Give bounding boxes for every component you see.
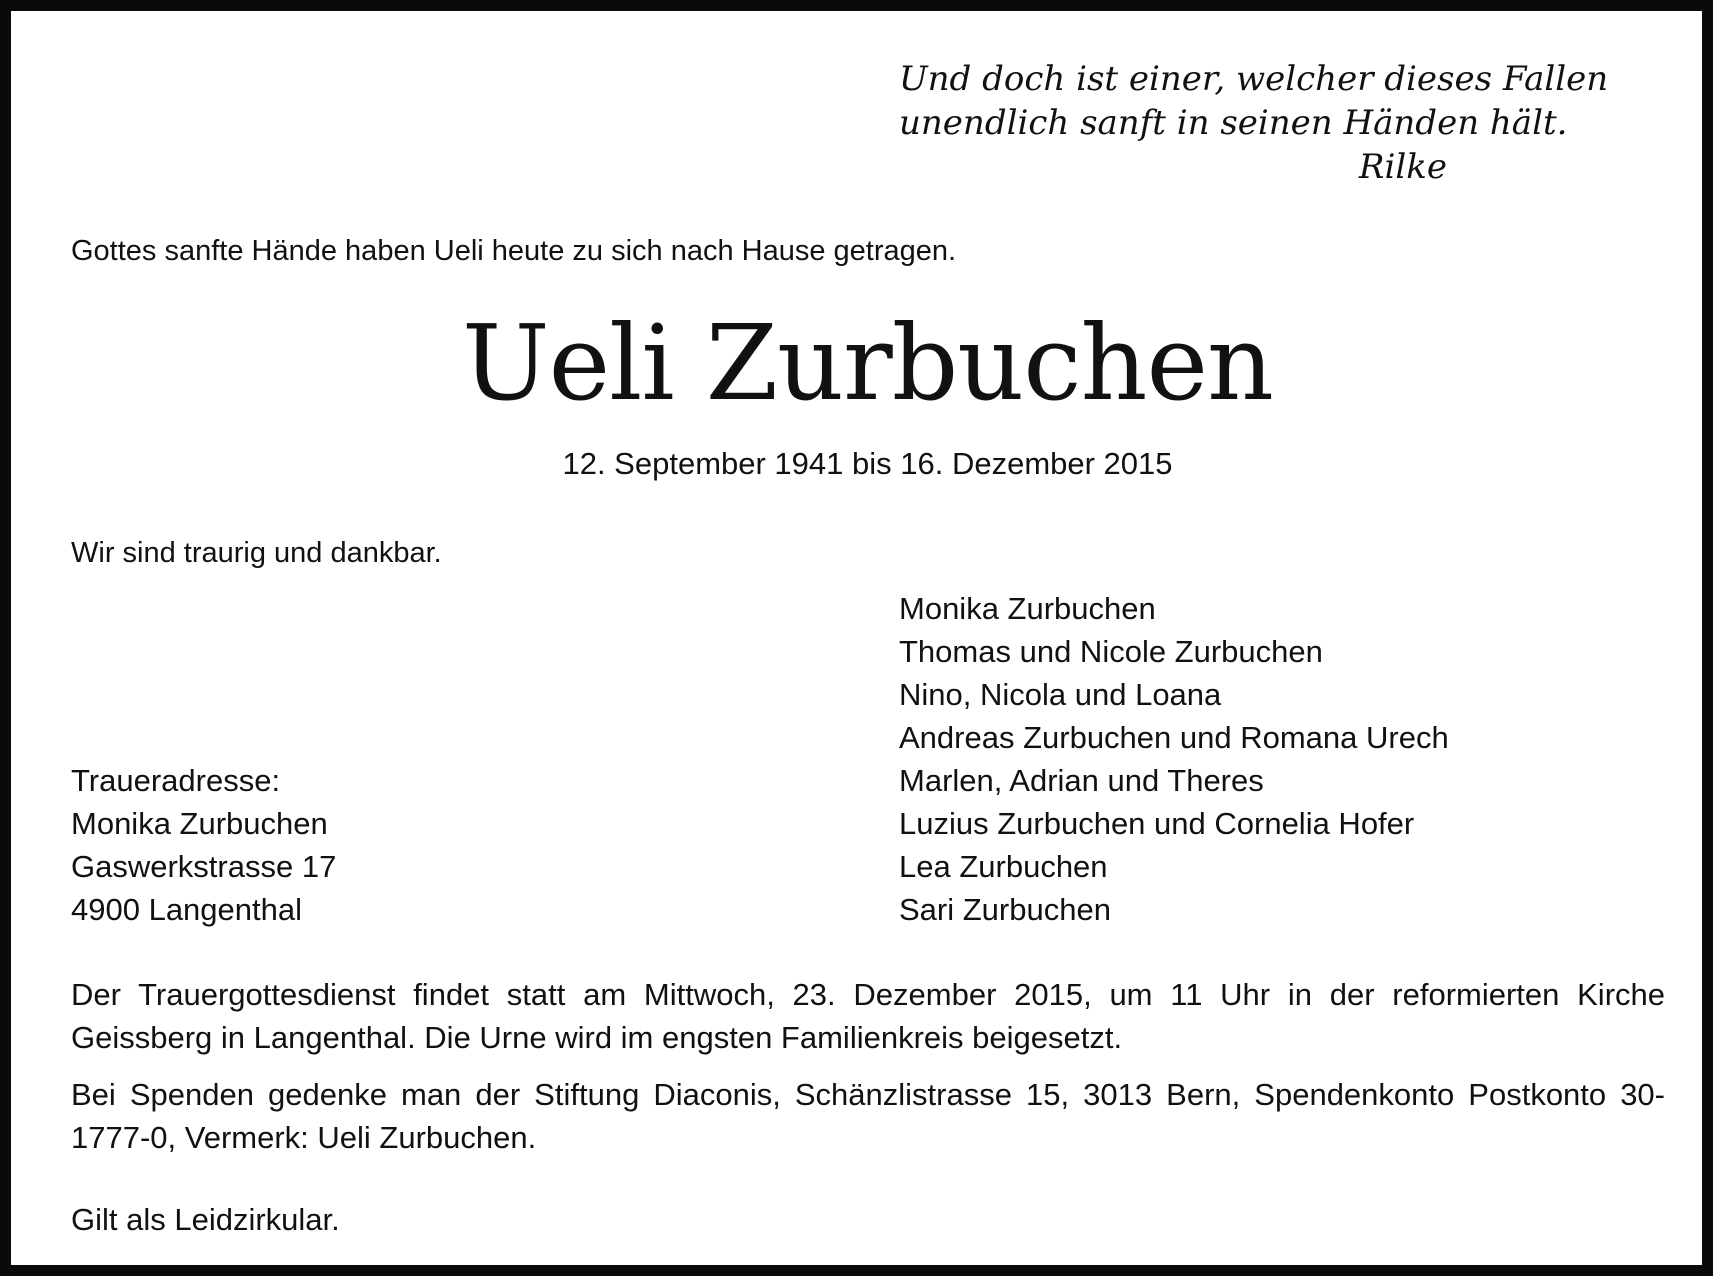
rilke-quote xyxy=(899,57,1609,189)
mourner-item: Nino, Nicola und Loana xyxy=(899,677,1222,712)
address-label: Traueradresse: xyxy=(71,763,281,798)
mourner-item: Sari Zurbuchen xyxy=(899,892,1111,927)
mourner-item: Andreas Zurbuchen und Romana Urech xyxy=(899,720,1449,755)
mourning-address xyxy=(71,759,336,931)
mourners-list xyxy=(899,587,1449,931)
funeral-service-text: Der Trauergottesdienst findet statt am Mittwoch, 23. Dezember 2015, um 11 Uhr in der reformierten Kirche Geissberg in Langenthal. Die Urne wird im engsten Familienkreis beigesetzt. xyxy=(71,977,1665,1055)
circular-note: Gilt als Leidzirkular. xyxy=(71,1202,340,1237)
mourner-item: Lea Zurbuchen xyxy=(899,849,1108,884)
quote-line-2: unendlich sanft in seinen Händen hält. xyxy=(899,103,1568,143)
sentiment-text: Wir sind traurig und dankbar. xyxy=(71,537,442,569)
quote-author: Rilke xyxy=(1358,147,1447,187)
address-street: Gaswerkstrasse 17 xyxy=(71,849,337,884)
mourner-item: Marlen, Adrian und Theres xyxy=(899,763,1264,798)
intro-text: Gottes sanfte Hände haben Ueli heute zu sich nach Hause getragen. xyxy=(71,235,957,267)
address-name: Monika Zurbuchen xyxy=(71,806,328,841)
life-dates: 12. September 1941 bis 16. Dezember 2015 xyxy=(562,446,1173,481)
mourner-item: Luzius Zurbuchen und Cornelia Hofer xyxy=(899,806,1415,841)
quote-line-1: Und doch ist einer, welcher dieses Fallen xyxy=(899,59,1609,99)
mourner-item: Monika Zurbuchen xyxy=(899,591,1156,626)
address-city: 4900 Langenthal xyxy=(71,892,303,927)
deceased-name: Ueli Zurbuchen xyxy=(461,302,1274,424)
donations-text: Bei Spenden gedenke man der Stiftung Diaconis, Schänzlistrasse 15, 3013 Bern, Spendenkonto Postkonto 30-1777-0, Vermerk: Ueli Zurbuchen. xyxy=(71,1077,1665,1155)
mourner-item: Thomas und Nicole Zurbuchen xyxy=(899,634,1323,669)
